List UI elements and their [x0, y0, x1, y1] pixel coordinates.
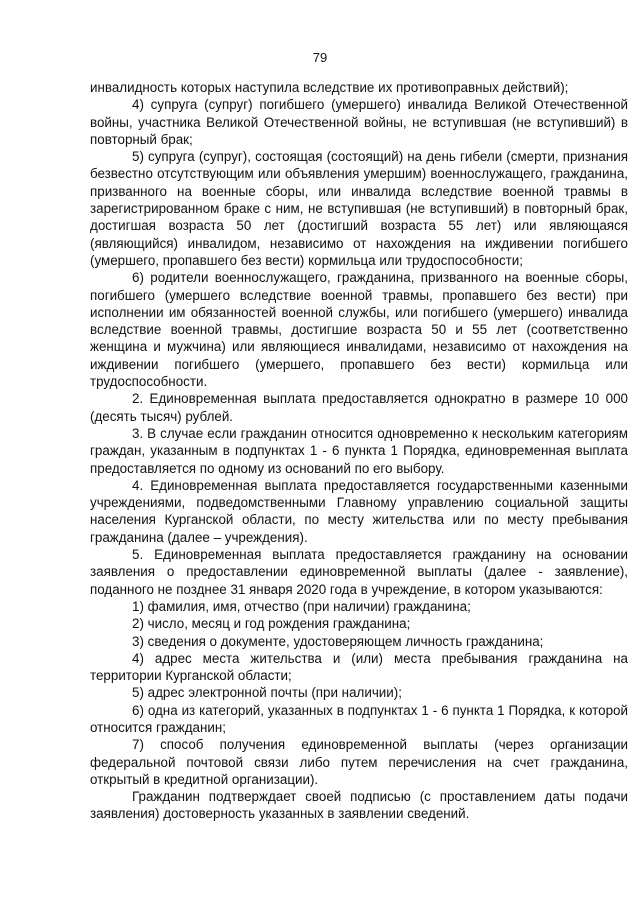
list-item-6: 6) одна из категорий, указанных в подпунктах 1 - 6 пункта 1 Порядка, к которой относится гражданин; [90, 702, 628, 735]
paragraph-clause-5: 5. Единовременная выплата предоставляется гражданину на основании заявления о предоставлении единовременной выплаты (далее - заявление), поданного не позднее 31 января 2020 года в учреждение, в котором указываются: [90, 547, 628, 597]
paragraph-item-4: 4) супруга (супруг) погибшего (умершего) инвалида Великой Отечественной войны, участника Великой Отечественной войны, не вступившая (не вступивший) в повторный брак; [90, 97, 628, 147]
document-body [90, 79, 628, 823]
list-item-2: 2) число, месяц и год рождения гражданина; [132, 616, 411, 632]
paragraph-item-5: 5) супруга (супруг), состоящая (состоящий) на день гибели (смерти, признания безвестно отсутствующим или объявления умершим) военнослужащего, гражданина, призванного на военные сборы, или инвалида вследствие военной травмы в зарегистрированном браке с ним, не вступившая (не вступивший) в повторный брак, достигшая возраста 50 лет (достигший возраста 55 лет) или являющаяся (являющийся) инвалидом, независимо от нахождения на иждивении погибшего (умершего, пропавшего без вести) кормильца или трудоспособности; [90, 149, 628, 268]
paragraph-clause-3: 3. В случае если гражданин относится одновременно к нескольким категориям граждан, указанным в подпунктах 1 - 6 пункта 1 Порядка, единовременная выплата предоставляется по одному из оснований по его выбору. [90, 425, 628, 476]
list-item-3: 3) сведения о документе, удостоверяющем личность гражданина; [132, 633, 544, 649]
page-number: 79 [312, 50, 328, 65]
list-item-7: 7) способ получения единовременной выплаты (через организации федеральной почтовой связи либо путем перечисления на счет гражданина, открытый в кредитной организации). [90, 737, 628, 787]
paragraph-continuation: инвалидность которых наступила вследствие их противоправных действий); [90, 80, 569, 95]
list-item-4: 4) адрес места жительства и (или) места пребывания гражданина на территории Курганской области; [90, 650, 628, 684]
paragraph-clause-4: 4. Единовременная выплата предоставляется государственными казенными учреждениями, подведомственными Главному управлению социальной защиты населения Курганской области, по месту жительства или по месту пребывания гражданина (далее – учреждения). [90, 477, 628, 545]
paragraph-signature-note: Гражданин подтверждает своей подписью (с проставлением даты подачи заявления) достоверность указанных в заявлении сведений. [90, 789, 628, 822]
list-item-1: 1) фамилия, имя, отчество (при наличии) гражданина; [132, 598, 471, 614]
paragraph-clause-2: 2. Единовременная выплата предоставляется однократно в размере 10 000 (десять тысяч) рублей. [90, 391, 628, 424]
paragraph-item-6: 6) родители военнослужащего, гражданина, призванного на военные сборы, погибшего (умершего вследствие военной травмы, пропавшего без вести) при исполнении им обязанностей военной службы, или погибшего (умершего) инвалида вследствие военной травмы, достигшие возраста 50 и 55 лет (соответственно женщина и мужчина) или являющиеся инвалидами, независимо от нахождения на иждивении погибшего (умершего, пропавшего без вести) кормильца или трудоспособности. [90, 270, 628, 390]
list-item-5: 5) адрес электронной почты (при наличии); [132, 685, 402, 701]
